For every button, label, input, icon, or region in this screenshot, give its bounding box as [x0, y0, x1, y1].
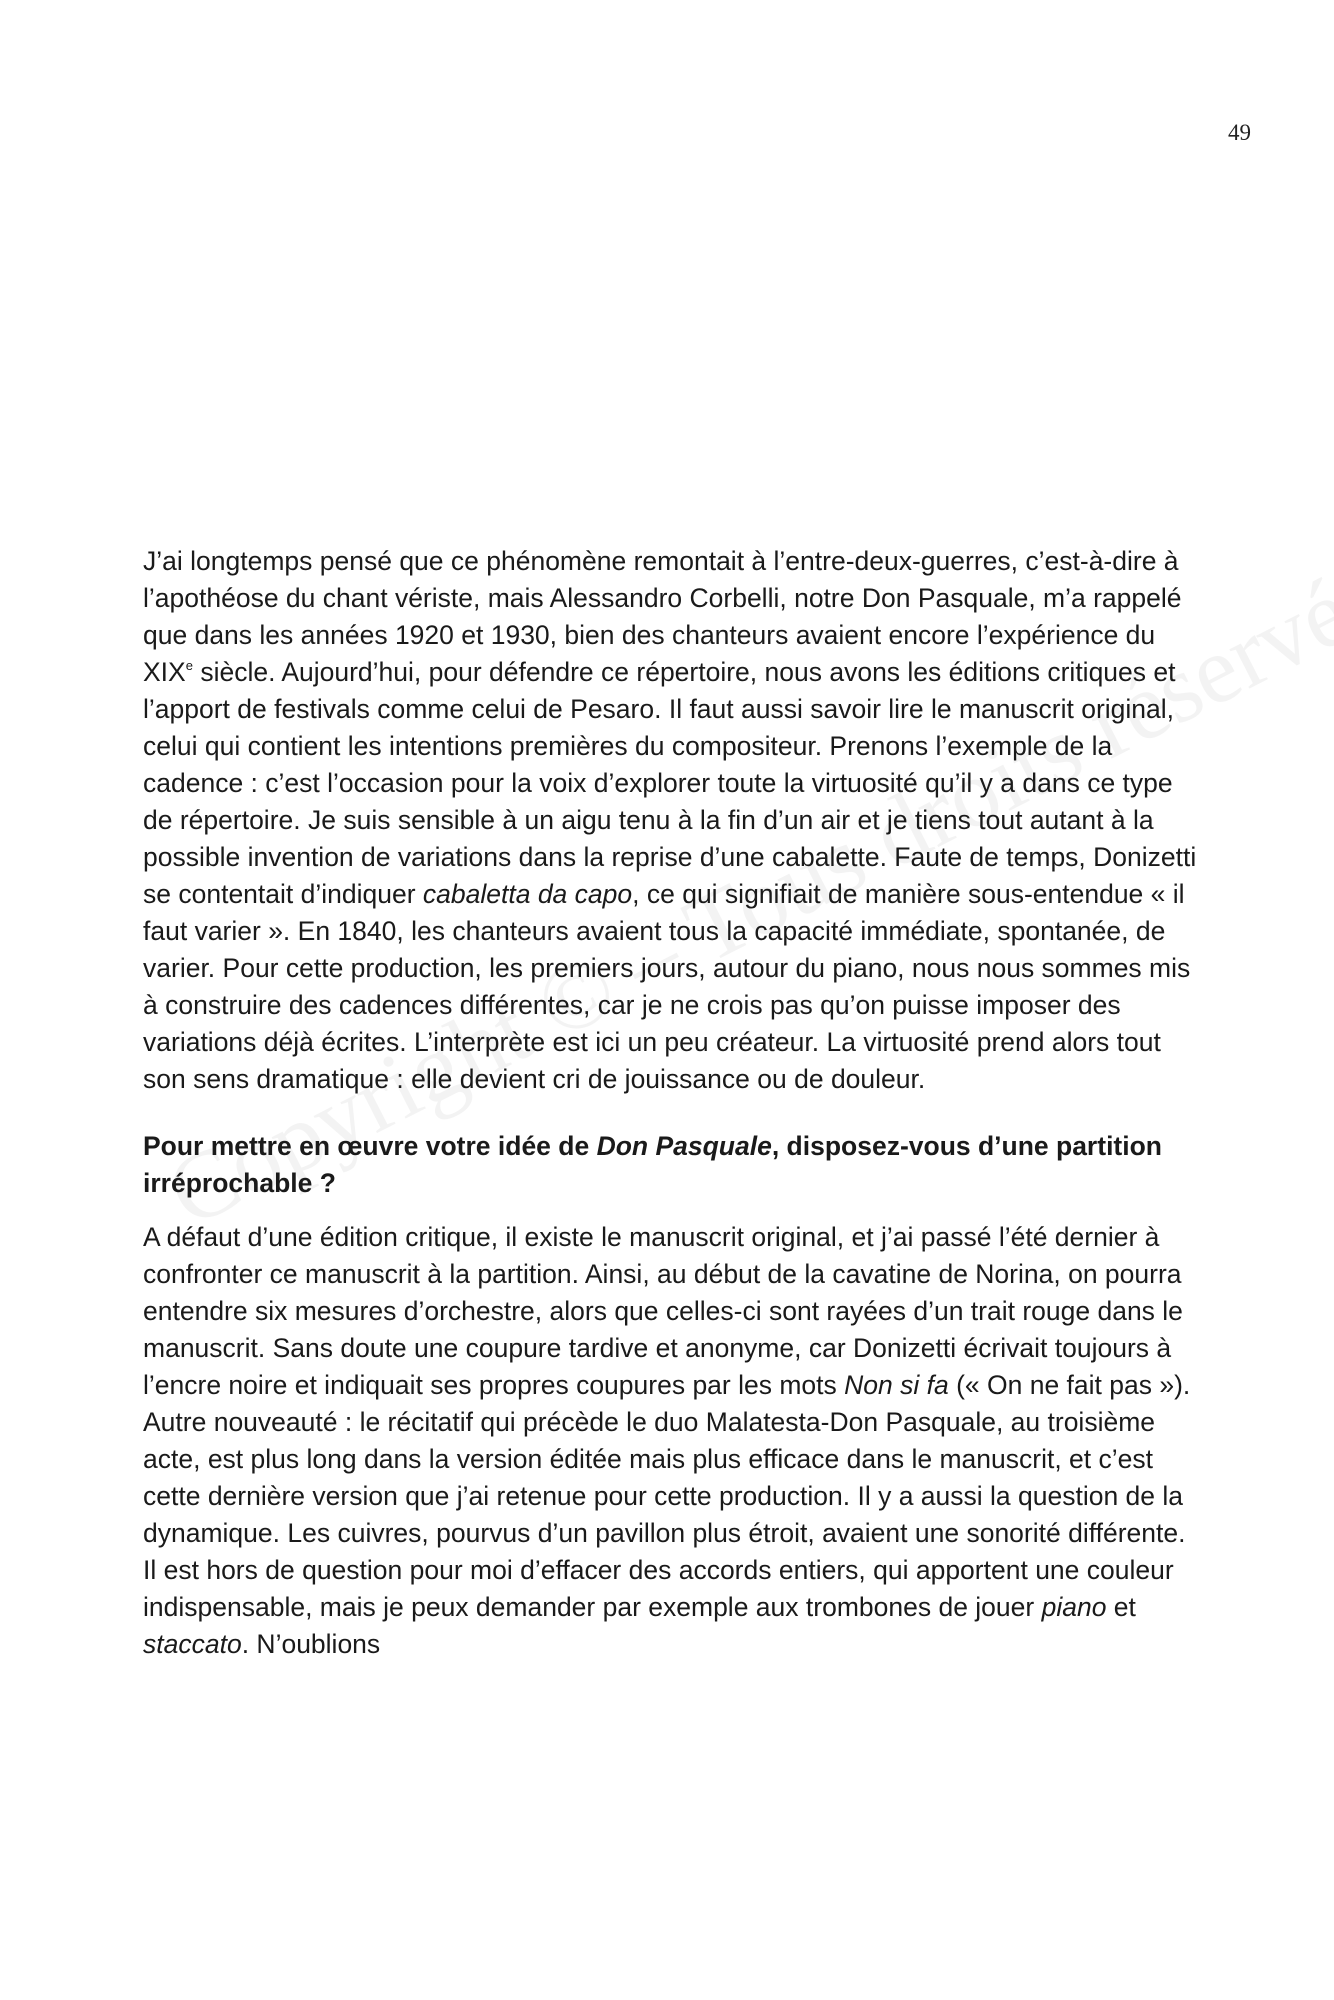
interview-question [143, 1128, 1203, 1202]
page-body [143, 543, 1203, 1663]
paragraph-2-text-c: (« On ne fait pas »). Autre nouveauté : le récitatif qui précède le duo Malatesta-Don Pasquale, au troisième acte, est plus long dans la version éditée mais plus efficace dans le manuscrit, et c’est cette dernière version que j’ai retenue pour cette production. Il y a aussi la question de la dynamique. Les cuivres, pourvus d’un pavillon plus étroit, avaient une sonorité différente. Il est hors de question pour moi d’effacer des accords entiers, qui apportent une couleur indispensable, mais je peux demander par exemple aux trombones de jouer [143, 1370, 1191, 1622]
paragraph-2-text-e: et [1106, 1592, 1136, 1622]
paragraph-1-text-d: , ce qui signifiait de manière sous-entendue « il faut varier ». En 1840, les chanteurs avaient tous la capacité immédiate, spontanée, de varier. Pour cette production, les premiers jours, autour du piano, nous nous sommes mis à construire des cadences différentes, car je ne crois pas qu’on puisse imposer des variations déjà écrites. L’interprète est ici un peu créateur. La virtuosité prend alors tout son sens dramatique : elle devient cri de jouissance ou de douleur. [143, 879, 1191, 1094]
paragraph-1 [143, 543, 1203, 1098]
paragraph-2-italic-piano: piano [1041, 1592, 1107, 1622]
paragraph-1-text-b: siècle. Aujourd’hui, pour défendre ce répertoire, nous avons les éditions critiques et l’apport de festivals comme celui de Pesaro. Il faut aussi savoir lire le manuscrit original, celui qui contient les intentions premières du compositeur. Prenons l’exemple de la cadence : c’est l’occasion pour la voix d’explorer toute la virtuosité qu’il y a dans ce type de répertoire. Je suis sensible à un aigu tenu à la fin d’un air et je tiens tout autant à la possible invention de variations dans la reprise d’une cabalette. Faute de temps, Donizetti se contentait d’indiquer [143, 657, 1197, 909]
paragraph-2 [143, 1219, 1203, 1663]
paragraph-1-italic-cabaletta: cabaletta da capo [422, 879, 633, 909]
question-text-c: , disposez-vous d’une partition irréprochable ? [143, 1131, 1162, 1198]
paragraph-2-text-g: . N’oublions [241, 1629, 381, 1659]
paragraph-1-text-a: J’ai longtemps pensé que ce phénomène remontait à l’entre-deux-guerres, c’est-à-dire à l’apothéose du chant vériste, mais Alessandro Corbelli, notre Don Pasquale, m’a rappelé que dans les années 1920 et 1930, bien des chanteurs avaient encore l’expérience du XIX [143, 546, 1182, 687]
page-number: 49 [1228, 120, 1251, 145]
paragraph-2-italic-non-si-fa: Non si fa [844, 1370, 949, 1400]
question-text-a: Pour mettre en œuvre votre idée de [143, 1131, 597, 1161]
paragraph-2-text-a: A défaut d’une édition critique, il existe le manuscrit original, et j’ai passé l’été dernier à confronter ce manuscrit à la partition. Ainsi, au début de la cavatine de Norina, on pourra entendre six mesures d’orchestre, alors que celles-ci sont rayées d’un trait rouge dans le manuscrit. Sans doute une coupure tardive et anonyme, car Donizetti écrivait toujours à l’encre noire et indiquait ses propres coupures par les mots [143, 1222, 1183, 1400]
paragraph-2-italic-staccato: staccato [143, 1629, 242, 1659]
question-italic-title: Don Pasquale [596, 1131, 772, 1161]
superscript-e: e [185, 658, 193, 673]
